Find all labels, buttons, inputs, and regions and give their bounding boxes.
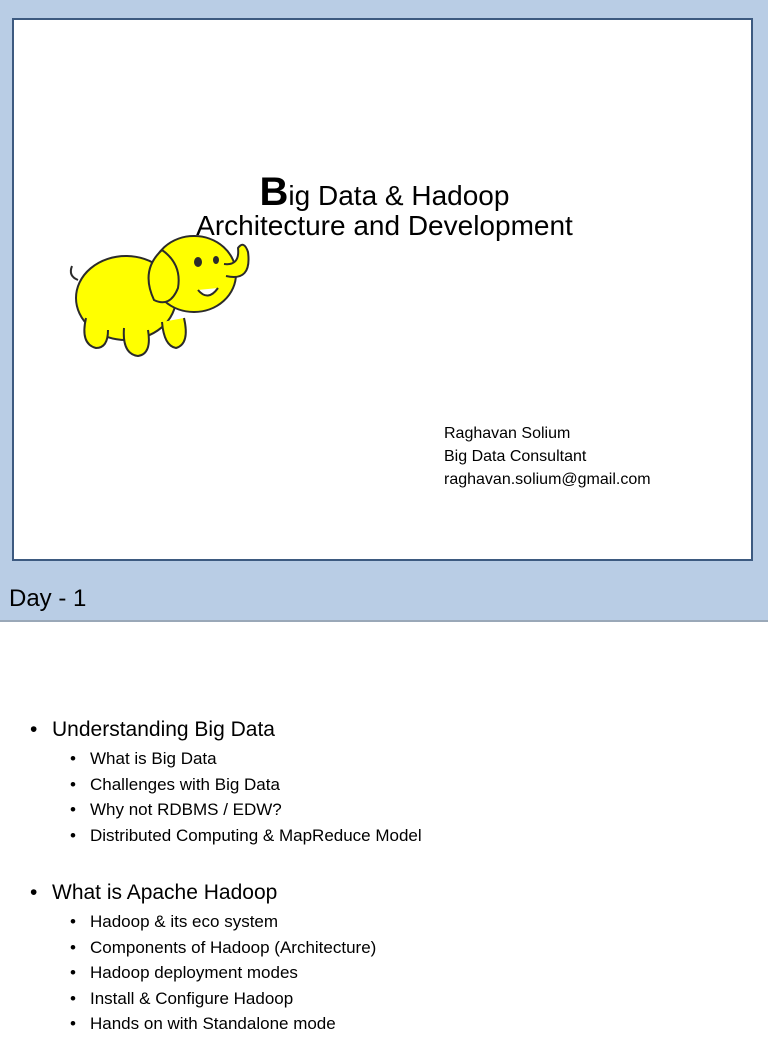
list-item: • Why not RDBMS / EDW? (30, 797, 422, 823)
author-email: raghavan.solium@gmail.com (444, 471, 651, 488)
section-heading: • Understanding Big Data (30, 716, 422, 744)
author-block (444, 422, 651, 491)
hadoop-elephant-icon (66, 218, 252, 358)
agenda-section-understanding (30, 716, 422, 848)
slide-subtitle: Architecture and Development (196, 210, 573, 241)
title-slide-content (12, 18, 753, 561)
author-name: Raghavan Solium (444, 425, 571, 442)
list-item: • Hadoop deployment modes (30, 960, 376, 986)
list-item: • Components of Hadoop (Architecture) (30, 935, 376, 961)
list-item: • Install & Configure Hadoop (30, 986, 376, 1012)
agenda-section-hadoop (30, 879, 376, 1037)
list-item: • Hadoop & its eco system (30, 909, 376, 935)
list-item: • Challenges with Big Data (30, 772, 422, 798)
title-rest: ig Data & Hadoop (288, 180, 510, 211)
author-role: Big Data Consultant (444, 448, 587, 465)
agenda-slide (0, 622, 768, 1033)
day-label: Day - 1 (9, 585, 87, 612)
list-item: • Hands on with Standalone mode (30, 1011, 376, 1037)
list-item: • Distributed Computing & MapReduce Model (30, 823, 422, 849)
title-first-letter: B (259, 170, 289, 214)
list-item: • What is Big Data (30, 746, 422, 772)
slide-title (14, 172, 755, 212)
section-heading: • What is Apache Hadoop (30, 879, 376, 907)
